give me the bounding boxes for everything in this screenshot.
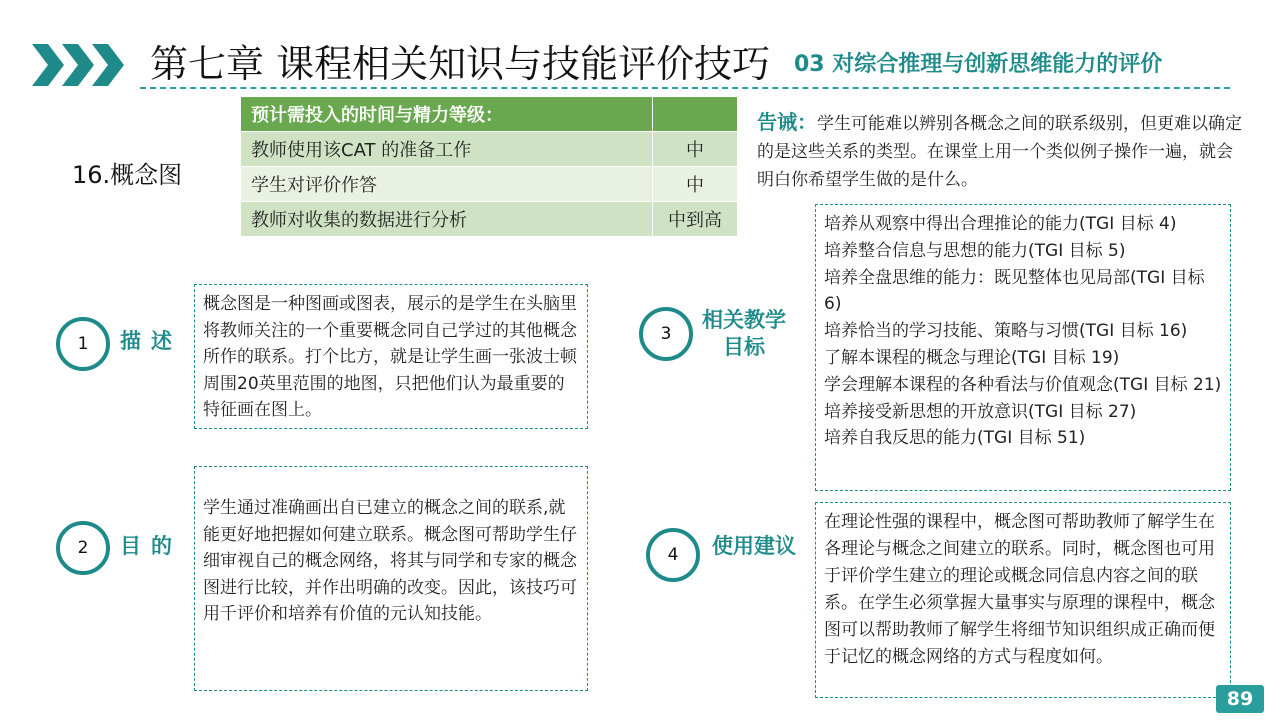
section-label-usage-tips: 使用建议 <box>712 534 796 558</box>
effort-table <box>240 96 738 237</box>
description-box: 概念图是一种图画或图表，展示的是学生在头脑里将教师关注的一个重要概念同自己学过的其他概念所作的联系。打个比方，就是让学生画一张波士顿周围20英里范围的地图，只把他们认为最重要的特征画在图上。 <box>194 284 588 429</box>
section-label-teaching-goals <box>702 307 786 361</box>
page-title: 第七章 课程相关知识与技能评价技巧 <box>150 42 771 86</box>
goal-item: 培养全盘思维的能力：既见整体也见局部(TGI 目标 6) <box>824 267 1205 315</box>
table-level-cell: 中 <box>653 132 738 167</box>
topic-title: 16.概念图 <box>72 161 183 189</box>
warning-note <box>757 108 1242 194</box>
table-task-cell: 学生对评价作答 <box>241 167 653 202</box>
goal-item: 培养自我反思的能力(TGI 目标 51) <box>824 428 1086 449</box>
goal-item: 了解本课程的概念与理论(TGI 目标 19) <box>824 347 1120 368</box>
section-number-badge: 4 <box>646 528 700 582</box>
table-task-cell: 教师使用该CAT 的准备工作 <box>241 132 653 167</box>
purpose-box: 学生通过准确画出自已建立的概念之间的联系,就能更好地把握如何建立联系。概念图可帮助学生仔细审视自己的概念网络，将其与同学和专家的概念图进行比较，并作出明确的改变。因此，该技巧可用千评价和培养有价值的元认知技能。 <box>194 466 588 691</box>
goal-item: 培养整合信息与思想的能力(TGI 目标 5) <box>824 240 1126 261</box>
section-subtitle: 03 对综合推理与创新思维能力的评价 <box>794 52 1163 77</box>
goal-item: 学会理解本课程的各种看法与价值观念(TGI 目标 21) <box>824 374 1222 395</box>
usage-tips-box: 在理论性强的课程中，概念图可帮助教师了解学生在各理论与概念之间建立的联系。同时，概念图也可用于评价学生建立的理论或概念同信息内容之间的联系。在学生必须掌握大量事实与原理的课程中，概念图可以帮助教师了解学生将细节知识组织成正确而便于记忆的概念网络的方式与程度如何。 <box>815 502 1231 698</box>
table-row <box>241 202 738 237</box>
table-header-cell: 预计需投入的时间与精力等级： <box>241 97 653 132</box>
header-divider <box>140 87 1230 89</box>
label-line: 相关教学 <box>702 308 786 332</box>
table-row <box>241 167 738 202</box>
table-header-empty-cell <box>653 97 738 132</box>
table-header-row <box>241 97 738 132</box>
table-row <box>241 132 738 167</box>
section-number-badge: 1 <box>56 317 110 371</box>
section-number-badge: 3 <box>639 307 693 361</box>
goal-item: 培养从观察中得出合理推论的能力(TGI 目标 4) <box>824 214 1177 234</box>
table-level-cell: 中到高 <box>653 202 738 237</box>
section-number-badge: 2 <box>56 521 110 575</box>
goal-item: 培养恰当的学习技能、策略与习惯(TGI 目标 16) <box>824 321 1188 342</box>
warning-label: 告诫： <box>757 110 817 134</box>
warning-text: 学生可能难以辨别各概念之间的联系级别，但更难以确定的是这些关系的类型。在课堂上用一个类似例子操作一遍，就会明白你希望学生做的是什么。 <box>757 114 1242 190</box>
section-label-description: 描述 <box>120 329 182 353</box>
label-line: 目标 <box>723 335 765 359</box>
table-task-cell: 教师对收集的数据进行分析 <box>241 202 653 237</box>
section-label-purpose: 目的 <box>120 534 182 558</box>
goal-item: 培养接受新思想的开放意识(TGI 目标 27) <box>824 401 1137 422</box>
chevron-arrows-icon <box>32 44 128 86</box>
teaching-goals-box <box>815 204 1231 491</box>
table-level-cell: 中 <box>653 167 738 202</box>
page-number-badge: 89 <box>1216 685 1264 713</box>
